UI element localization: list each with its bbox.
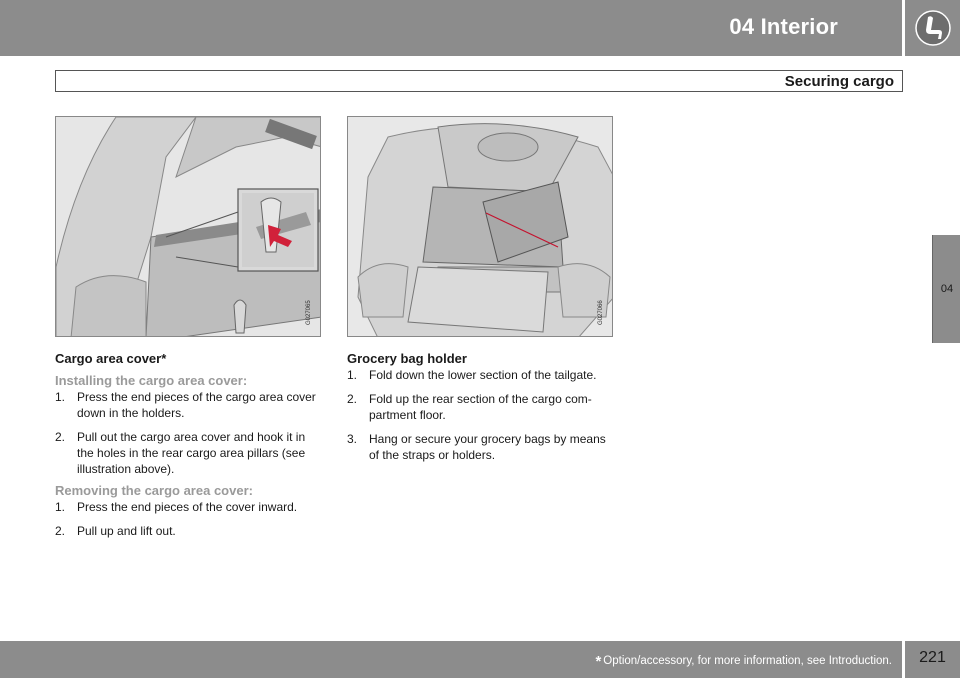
remove-steps bbox=[55, 499, 325, 539]
grocery-bag-steps bbox=[347, 367, 617, 463]
figure-code: G027066 bbox=[598, 300, 604, 325]
chapter-icon-box bbox=[905, 0, 960, 56]
figure-cargo-cover bbox=[55, 116, 321, 337]
chapter-side-tab bbox=[932, 235, 960, 343]
cargo-cover-illustration bbox=[56, 117, 321, 337]
footer-bar bbox=[0, 641, 902, 678]
page-number: 221 bbox=[919, 649, 946, 666]
section-bar bbox=[55, 70, 903, 92]
list-item: 1. Press the end pieces of the cover inward. bbox=[55, 500, 298, 514]
grocery-bag-heading: Grocery bag holder bbox=[347, 351, 467, 366]
section-title: Securing cargo bbox=[784, 73, 894, 90]
figure-code: G027065 bbox=[306, 300, 312, 325]
cargo-cover-section bbox=[55, 350, 325, 547]
list-item: 2. Pull out the cargo area cover and hook it in the holes in the rear cargo area pillars (see illustration above). bbox=[55, 430, 306, 476]
grocery-bag-section bbox=[347, 350, 617, 471]
figure-grocery-bag-holder bbox=[347, 116, 613, 337]
chapter-title: 04 Interior bbox=[729, 14, 838, 39]
install-steps bbox=[55, 389, 325, 477]
footnote-star: * bbox=[595, 653, 602, 670]
list-item: 2. Fold up the rear section of the cargo com-partment floor. bbox=[347, 392, 592, 422]
list-item: 3. Hang or secure your grocery bags by means of the straps or holders. bbox=[347, 432, 606, 462]
install-subheading: Installing the cargo area cover: bbox=[55, 373, 248, 388]
side-tab-label: 04 bbox=[940, 283, 954, 295]
list-item: 1. Press the end pieces of the cargo area cover down in the holders. bbox=[55, 390, 316, 420]
header-bar bbox=[0, 0, 902, 56]
footnote bbox=[595, 653, 892, 670]
seat-icon bbox=[913, 8, 953, 48]
remove-subheading: Removing the cargo area cover: bbox=[55, 483, 253, 498]
page-number-box bbox=[905, 641, 960, 678]
cargo-cover-heading: Cargo area cover* bbox=[55, 351, 167, 366]
list-item: 1. Fold down the lower section of the tailgate. bbox=[347, 368, 597, 382]
footnote-text: Option/accessory, for more information, see Introduction. bbox=[603, 655, 892, 667]
grocery-bag-holder-illustration bbox=[348, 117, 613, 337]
list-item: 2. Pull up and lift out. bbox=[55, 524, 176, 538]
